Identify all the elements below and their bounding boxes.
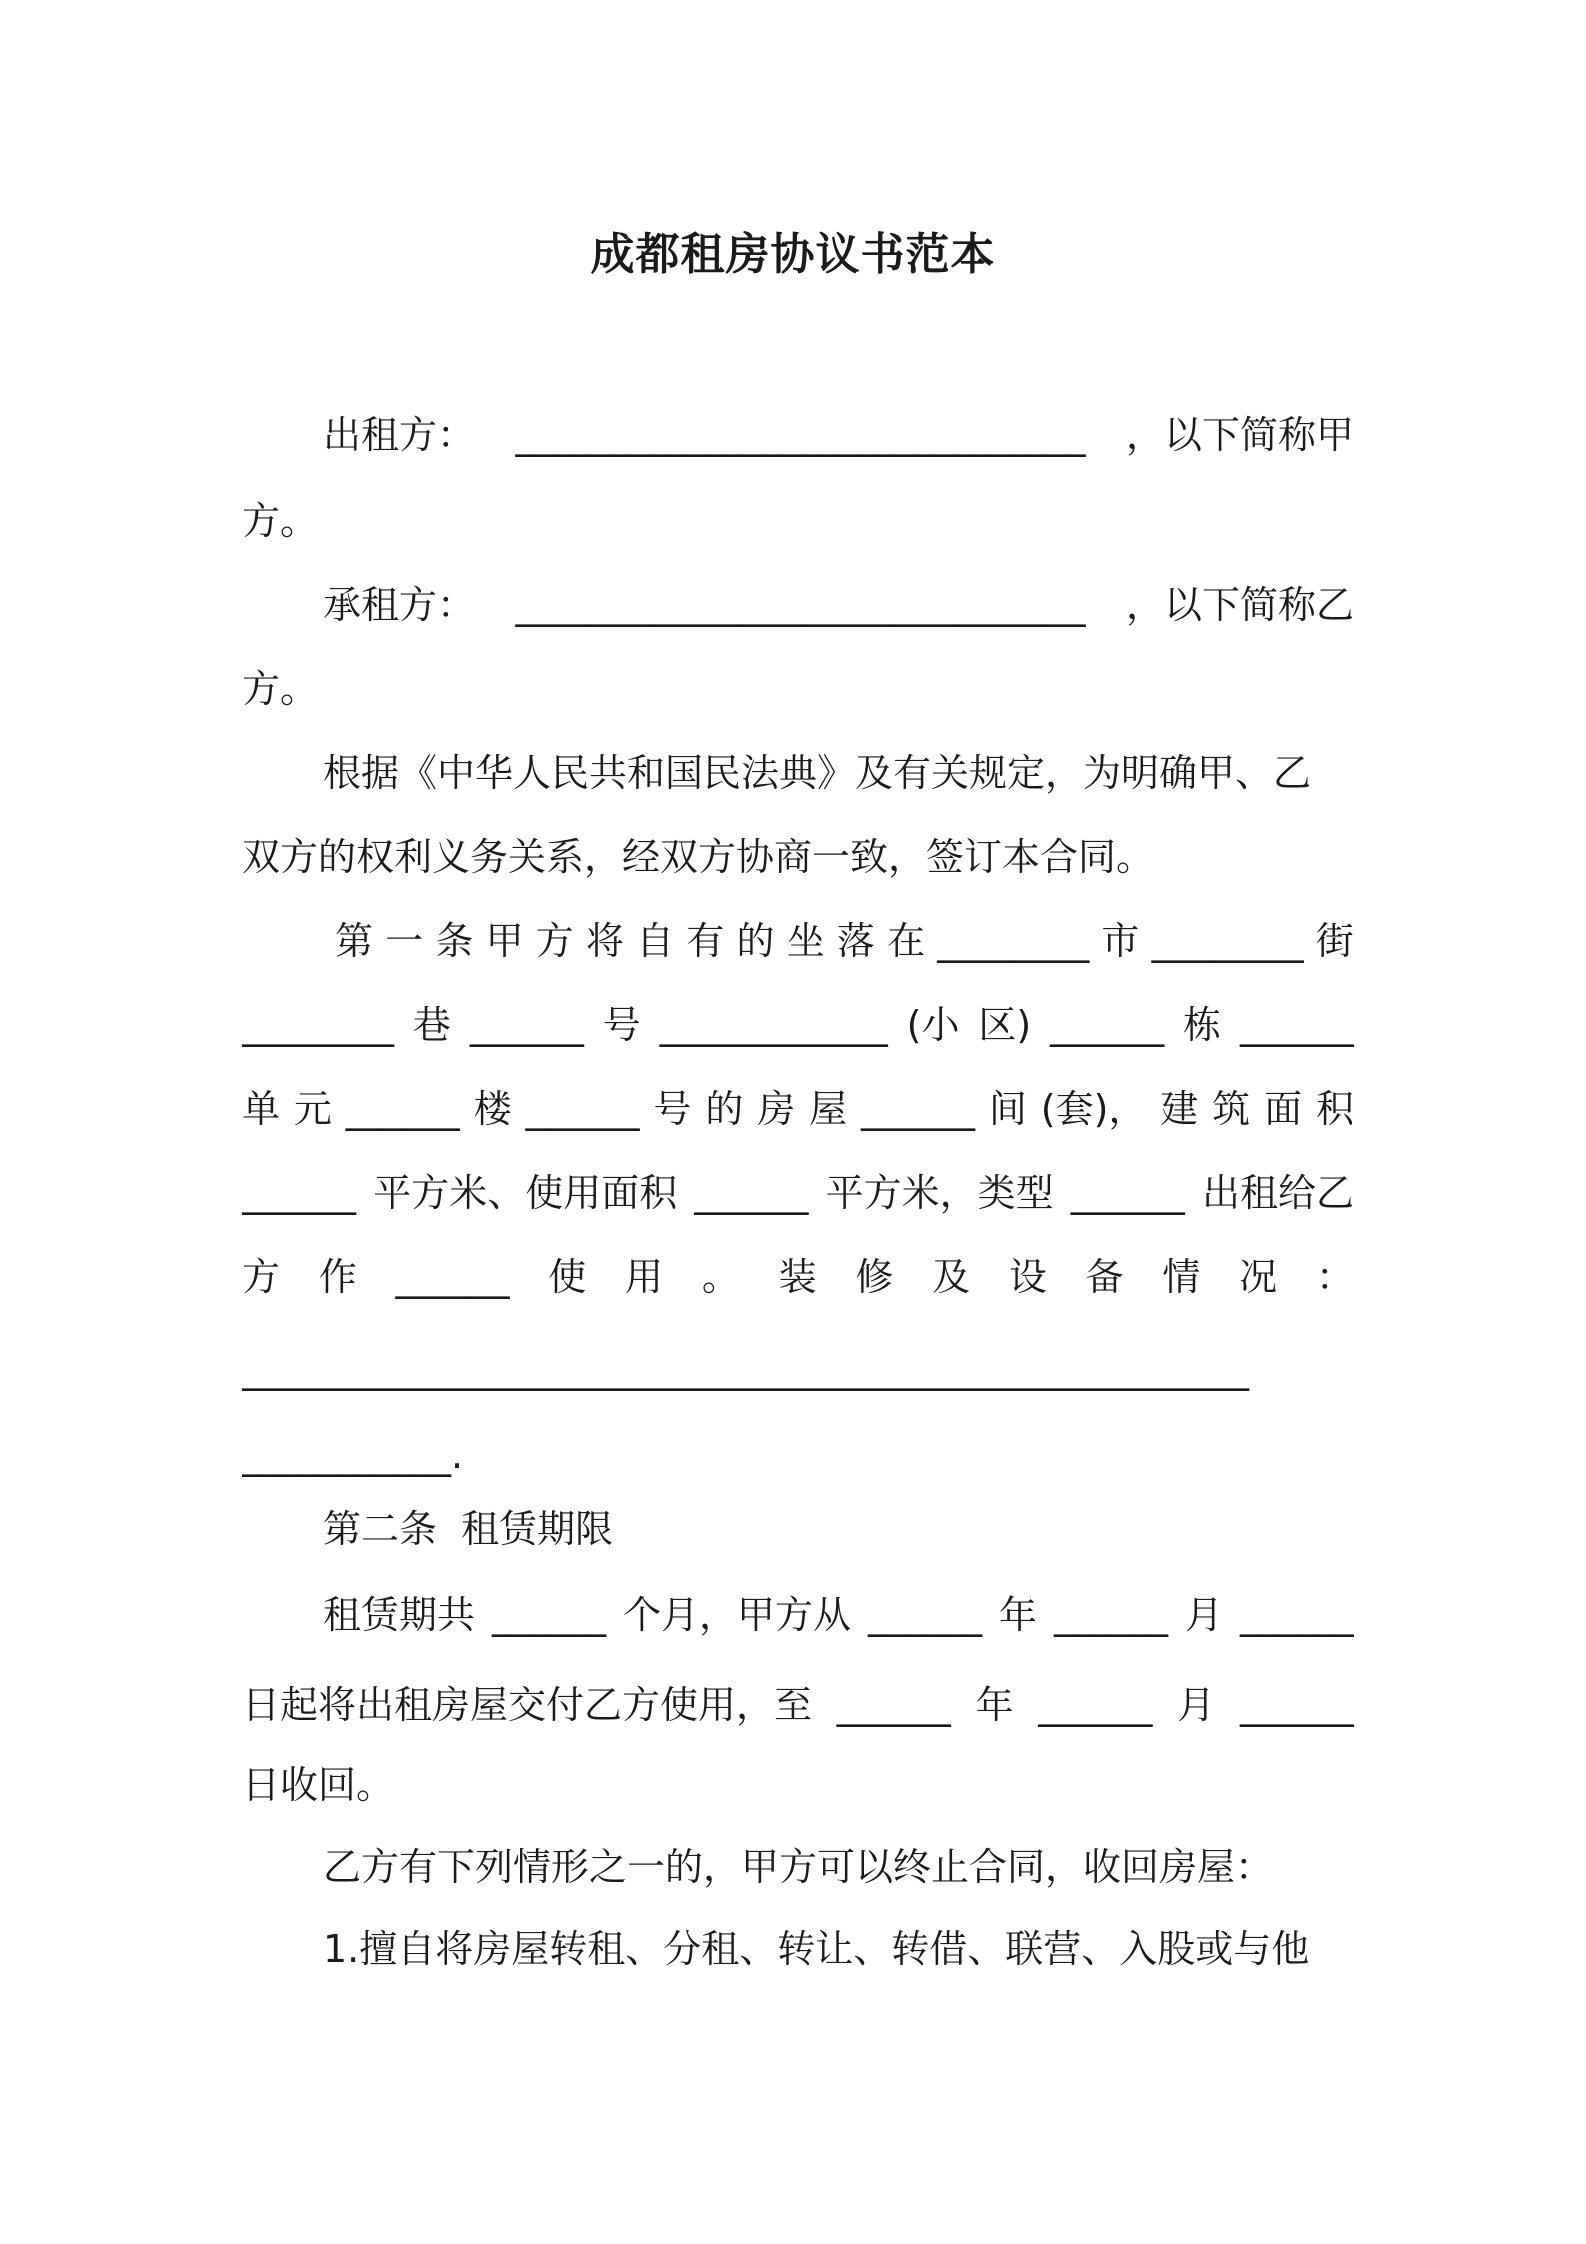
lease-months-blank[interactable]: ______ <box>492 1593 606 1637</box>
lessee-abbrev-text: ，以下简称乙 <box>1125 583 1354 627</box>
decoration-blank[interactable]: _____________________________________________________ <box>242 1347 1249 1391</box>
lessee-line <box>242 580 1354 630</box>
article-1-text: 积 <box>1315 1087 1354 1131</box>
start-month-blank[interactable]: ______ <box>1053 1593 1168 1637</box>
decoration-blank-line-1 <box>242 1344 1354 1394</box>
preamble-line-2: 双方的权利义务关系，经双方协商一致，签订本合同。 <box>242 835 1155 879</box>
preamble-paragraph-cont <box>242 832 1354 882</box>
article-1-line-1 <box>335 916 1354 966</box>
termination-intro-text: 乙方有下列情形之一的，甲方可以终止合同，收回房屋： <box>323 1845 1274 1889</box>
article-1-text: 将 <box>585 919 624 963</box>
lessor-abbrev-text: ，以下简称甲 <box>1125 413 1354 457</box>
decoration-blank-end[interactable]: ___________. <box>242 1433 464 1477</box>
article-1-text: 巷 <box>412 1003 451 1047</box>
article-1-text: 市 <box>1101 919 1140 963</box>
article-1-text: 号 <box>602 1003 641 1047</box>
room-count-blank[interactable]: ______ <box>860 1087 975 1131</box>
article-1-text: 区) <box>978 1003 1032 1047</box>
start-year-blank[interactable]: ______ <box>867 1593 982 1637</box>
usable-area-blank[interactable]: ______ <box>694 1171 809 1215</box>
preamble-line-1: 根据《中华人民共和国民法典》及有关规定，为明确甲、乙 <box>323 751 1312 795</box>
article-1-text: 落 <box>836 919 875 963</box>
article-1-text: 的 <box>736 919 775 963</box>
lease-term-text: 月 <box>1184 1593 1223 1637</box>
article-1-text: 况 <box>1239 1255 1278 1299</box>
article-1-text: 方 <box>535 919 574 963</box>
building-area-blank[interactable]: ______ <box>242 1171 356 1215</box>
lease-term-text: 月 <box>1177 1683 1216 1727</box>
room-number-blank[interactable]: ______ <box>525 1087 640 1131</box>
article-1-text: 平方米、使用面积 <box>373 1171 678 1215</box>
article-1-text: 条 <box>435 919 474 963</box>
article-1-text: 使 <box>548 1255 587 1299</box>
article-1-text: 。 <box>701 1255 740 1299</box>
article-1-text: 自 <box>636 919 675 963</box>
termination-item-1 <box>242 1924 1354 1974</box>
end-day-blank[interactable]: ______ <box>1239 1683 1354 1727</box>
article-1-text: 方 <box>242 1255 281 1299</box>
type-blank[interactable]: ______ <box>1070 1171 1185 1215</box>
article-1-text: 作 <box>318 1255 357 1299</box>
article-1-text: 情 <box>1162 1255 1201 1299</box>
article-1-text: 第 <box>335 919 374 963</box>
article-1-line-4 <box>242 1168 1354 1218</box>
termination-item-1-text: 1.擅自将房屋转租、分租、转让、转借、联营、入股或与他 <box>323 1927 1310 1971</box>
lease-term-text: 年 <box>998 1593 1037 1637</box>
termination-intro <box>242 1842 1354 1892</box>
article-1-text: (套)， <box>1040 1087 1147 1131</box>
lessor-line <box>242 410 1354 460</box>
lease-term-text: 年 <box>975 1683 1014 1727</box>
article-1-text: 间 <box>988 1087 1027 1131</box>
article-1-text: 筑 <box>1212 1087 1251 1131</box>
community-blank[interactable]: ____________ <box>659 1003 888 1047</box>
lease-term-text: 个月，甲方从 <box>622 1593 851 1637</box>
article-1-line-5 <box>242 1252 1354 1302</box>
end-year-blank[interactable]: ______ <box>836 1683 951 1727</box>
lessee-name-blank[interactable]: ______________________________ <box>515 583 1086 627</box>
article-1-text: 及 <box>932 1255 971 1299</box>
article-1-text: 坐 <box>786 919 825 963</box>
article-1-text: 平方米，类型 <box>825 1171 1054 1215</box>
article-1-text: 甲 <box>485 919 524 963</box>
lessor-label: 出租方： <box>323 413 476 457</box>
article-1-text: 出租给乙 <box>1201 1171 1354 1215</box>
lessee-line-end: 方。 <box>242 667 319 711</box>
article-1-text: 元 <box>293 1087 332 1131</box>
article-1-text: 栋 <box>1183 1003 1222 1047</box>
lease-term-text: 租赁期共 <box>323 1593 476 1637</box>
article-1-text: 装 <box>778 1255 817 1299</box>
unit-blank[interactable]: ______ <box>1240 1003 1354 1047</box>
article-1-text: 面 <box>1264 1087 1303 1131</box>
document-title: 成都租房协议书范本 <box>590 229 996 280</box>
article-1-text: 修 <box>855 1255 894 1299</box>
lessor-line-cont <box>242 496 1354 546</box>
street-blank[interactable]: ________ <box>1151 919 1304 963</box>
lessor-line-end: 方。 <box>242 499 319 543</box>
article-1-text: 的 <box>705 1087 744 1131</box>
article-1-text: 街 <box>1315 919 1354 963</box>
article-1-text: 备 <box>1085 1255 1124 1299</box>
end-month-blank[interactable]: ______ <box>1038 1683 1153 1727</box>
article-1-text: 一 <box>385 919 424 963</box>
building-blank[interactable]: ______ <box>1050 1003 1165 1047</box>
article-1-text: 楼 <box>473 1087 512 1131</box>
floor-blank[interactable]: ______ <box>345 1087 460 1131</box>
decoration-blank-line-2 <box>242 1430 1354 1480</box>
city-blank[interactable]: ________ <box>937 919 1090 963</box>
lane-blank[interactable]: ________ <box>242 1003 394 1047</box>
lessee-line-cont <box>242 664 1354 714</box>
article-1-line-2 <box>242 1000 1354 1050</box>
lease-term-line-2 <box>242 1680 1354 1730</box>
article-1-text: 在 <box>887 919 926 963</box>
article-1-text: 有 <box>686 919 725 963</box>
lease-term-line-1 <box>242 1590 1354 1640</box>
article-1-text: 号 <box>653 1087 692 1131</box>
start-day-blank[interactable]: ______ <box>1239 1593 1354 1637</box>
article-1-text: (小 <box>906 1003 960 1047</box>
article-2-title: 第二条 租赁期限 <box>323 1507 614 1551</box>
article-1-line-3 <box>242 1084 1354 1134</box>
article-1-text: 屋 <box>809 1087 848 1131</box>
preamble-paragraph <box>242 748 1354 798</box>
article-1-text: 建 <box>1160 1087 1199 1131</box>
article-1-text: 设 <box>1008 1255 1047 1299</box>
article-1-text: 用 <box>625 1255 664 1299</box>
purpose-blank[interactable]: ______ <box>395 1255 510 1299</box>
article-2-heading <box>242 1504 1354 1554</box>
number-blank[interactable]: ______ <box>469 1003 584 1047</box>
lessor-name-blank[interactable]: ______________________________ <box>515 413 1086 457</box>
article-1-text: 房 <box>757 1087 796 1131</box>
article-1-text: ： <box>1315 1255 1354 1299</box>
lease-term-end: 日收回。 <box>242 1763 395 1807</box>
lessee-label: 承租方： <box>323 583 476 627</box>
lease-term-text: 日起将出租房屋交付乙方使用，至 <box>242 1683 813 1727</box>
lease-term-line-3 <box>242 1760 1354 1810</box>
article-1-text: 单 <box>242 1087 281 1131</box>
